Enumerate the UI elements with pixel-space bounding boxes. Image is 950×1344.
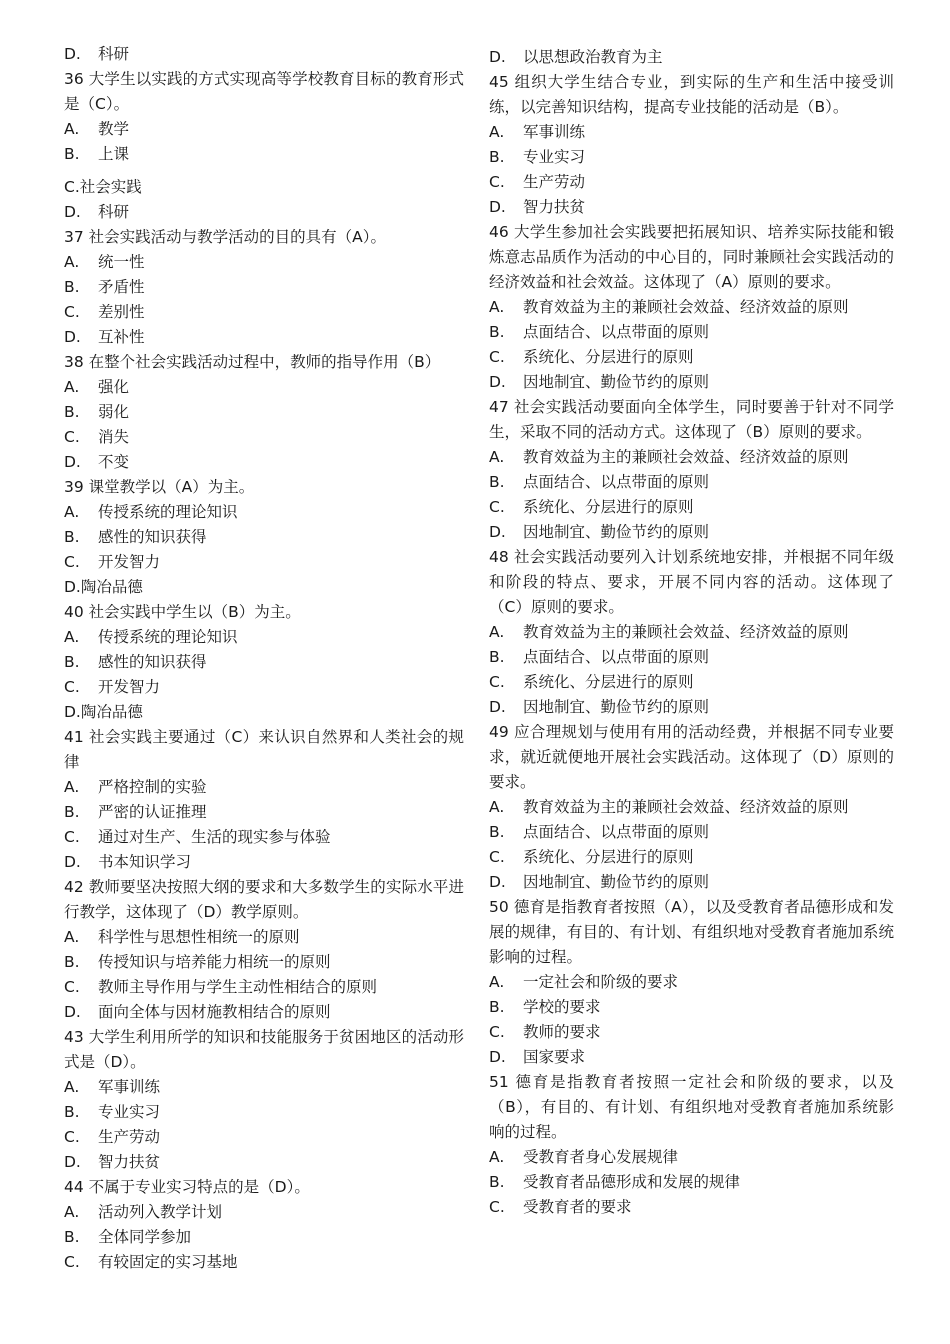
option: B. 点面结合、以点带面的原则 [489,648,710,666]
question-37: 37 社会实践活动与教学活动的目的具有（A）。 [64,228,387,246]
option: A. 教学 [64,120,130,138]
option: D. 因地制宜、勤俭节约的原则 [489,873,710,891]
option: D. 面向全体与因材施教相结合的原则 [64,1003,331,1021]
option: D. 因地制宜、勤俭节约的原则 [489,523,710,541]
option: C. 生产劳动 [489,173,586,191]
option: A. 教育效益为主的兼顾社会效益、经济效益的原则 [489,298,849,316]
option: A. 科学性与思想性相统一的原则 [64,928,300,946]
question-48: 48 社会实践活动要列入计划系统地安排，并根据不同年级和阶段的特点、要求，开展不同内容的活动。这体现了（C）原则的要求。 [489,548,894,616]
option: D.陶冶品德 [64,578,143,596]
option: C. 教师的要求 [489,1023,601,1041]
option: D. 科研 [64,45,130,63]
option: C. 系统化、分层进行的原则 [489,848,694,866]
option: D. 智力扶贫 [489,198,586,216]
option: D. 因地制宜、勤俭节约的原则 [489,698,710,716]
option: B. 传授知识与培养能力相统一的原则 [64,953,331,971]
option: A. 受教育者身心发展规律 [489,1148,679,1166]
question-42: 42 教师要坚决按照大纲的要求和大多数学生的实际水平进行教学，这体现了（D）教学原则。 [64,878,464,921]
option: A. 教育效益为主的兼顾社会效益、经济效益的原则 [489,448,849,466]
option: C. 差别性 [64,303,145,321]
option: B. 感性的知识获得 [64,528,207,546]
option: B. 受教育者品德形成和发展的规律 [489,1173,741,1191]
option: D. 书本知识学习 [64,853,192,871]
option: B. 专业实习 [64,1103,161,1121]
option: B. 矛盾性 [64,278,145,296]
question-41: 41 社会实践主要通过（C）来认识自然界和人类社会的规律 [64,728,464,771]
option: B. 点面结合、以点带面的原则 [489,823,710,841]
option: C. 系统化、分层进行的原则 [489,498,694,516]
left-column [64,42,464,1275]
option: C. 消失 [64,428,130,446]
option: C. 受教育者的要求 [489,1198,632,1216]
option: D.陶冶品德 [64,703,143,721]
question-49: 49 应合理规划与使用有用的活动经费，并根据不同专业要求，就近就便地开展社会实践活动。这体现了（D）原则的要求。 [489,723,894,791]
option: D. 国家要求 [489,1048,586,1066]
option: B. 感性的知识获得 [64,653,207,671]
option: A. 统一性 [64,253,145,271]
question-51: 51 德育是指教育者按照一定社会和阶级的要求，以及（B），有目的、有计划、有组织地对受教育者施加系统影响的过程。 [489,1073,894,1141]
option: A. 军事训练 [489,123,586,141]
option: D. 科研 [64,203,130,221]
option: A. 强化 [64,378,130,396]
option: C. 系统化、分层进行的原则 [489,348,694,366]
option: A. 一定社会和阶级的要求 [489,973,679,991]
option: C. 系统化、分层进行的原则 [489,673,694,691]
option: A. 教育效益为主的兼顾社会效益、经济效益的原则 [489,623,849,641]
question-36: 36 大学生以实践的方式实现高等学校教育目标的教育形式是（C）。 [64,70,464,113]
question-50: 50 德育是指教育者按照（A），以及受教育者品德形成和发展的规律，有目的、有计划、有组织地对受教育者施加系统影响的过程。 [489,898,894,966]
option: B. 学校的要求 [489,998,601,1016]
option: B. 专业实习 [489,148,586,166]
option: C. 教师主导作用与学生主动性相结合的原则 [64,978,378,996]
option: B. 上课 [64,145,130,163]
option: D. 因地制宜、勤俭节约的原则 [489,373,710,391]
option: C. 开发智力 [64,553,161,571]
question-44: 44 不属于专业实习特点的是（D）。 [64,1178,310,1196]
question-40: 40 社会实践中学生以（B）为主。 [64,603,301,621]
option: D. 不变 [64,453,130,471]
option: C. 开发智力 [64,678,161,696]
option: A. 军事训练 [64,1078,161,1096]
option: C. 通过对生产、生活的现实参与体验 [64,828,331,846]
option: B. 全体同学参加 [64,1228,192,1246]
option: B. 严密的认证推理 [64,803,207,821]
option: C. 生产劳动 [64,1128,161,1146]
question-39: 39 课堂教学以（A）为主。 [64,478,255,496]
option: D. 以思想政治教育为主 [489,48,663,66]
option: A. 传授系统的理论知识 [64,503,238,521]
option: C.社会实践 [64,178,142,196]
option: A. 传授系统的理论知识 [64,628,238,646]
option: B. 弱化 [64,403,130,421]
option: A. 严格控制的实验 [64,778,207,796]
option: A. 活动列入教学计划 [64,1203,223,1221]
question-43: 43 大学生利用所学的知识和技能服务于贫困地区的活动形式是（D）。 [64,1028,464,1071]
right-column [489,42,894,1220]
option: C. 有较固定的实习基地 [64,1253,238,1271]
option: B. 点面结合、以点带面的原则 [489,473,710,491]
question-45: 45 组织大学生结合专业，到实际的生产和生活中接受训练，以完善知识结构，提高专业技能的活动是（B）。 [489,73,894,116]
question-46: 46 大学生参加社会实践要把拓展知识、培养实际技能和锻炼意志品质作为活动的中心目的，同时兼顾社会实践活动的经济效益和社会效益。这体现了（A）原则的要求。 [489,223,894,291]
option: A. 教育效益为主的兼顾社会效益、经济效益的原则 [489,798,849,816]
question-38: 38 在整个社会实践活动过程中，教师的指导作用（B） [64,353,441,371]
option: B. 点面结合、以点带面的原则 [489,323,710,341]
option: D. 智力扶贫 [64,1153,161,1171]
question-47: 47 社会实践活动要面向全体学生，同时要善于针对不同学生，采取不同的活动方式。这体现了（B）原则的要求。 [489,398,894,441]
option: D. 互补性 [64,328,145,346]
